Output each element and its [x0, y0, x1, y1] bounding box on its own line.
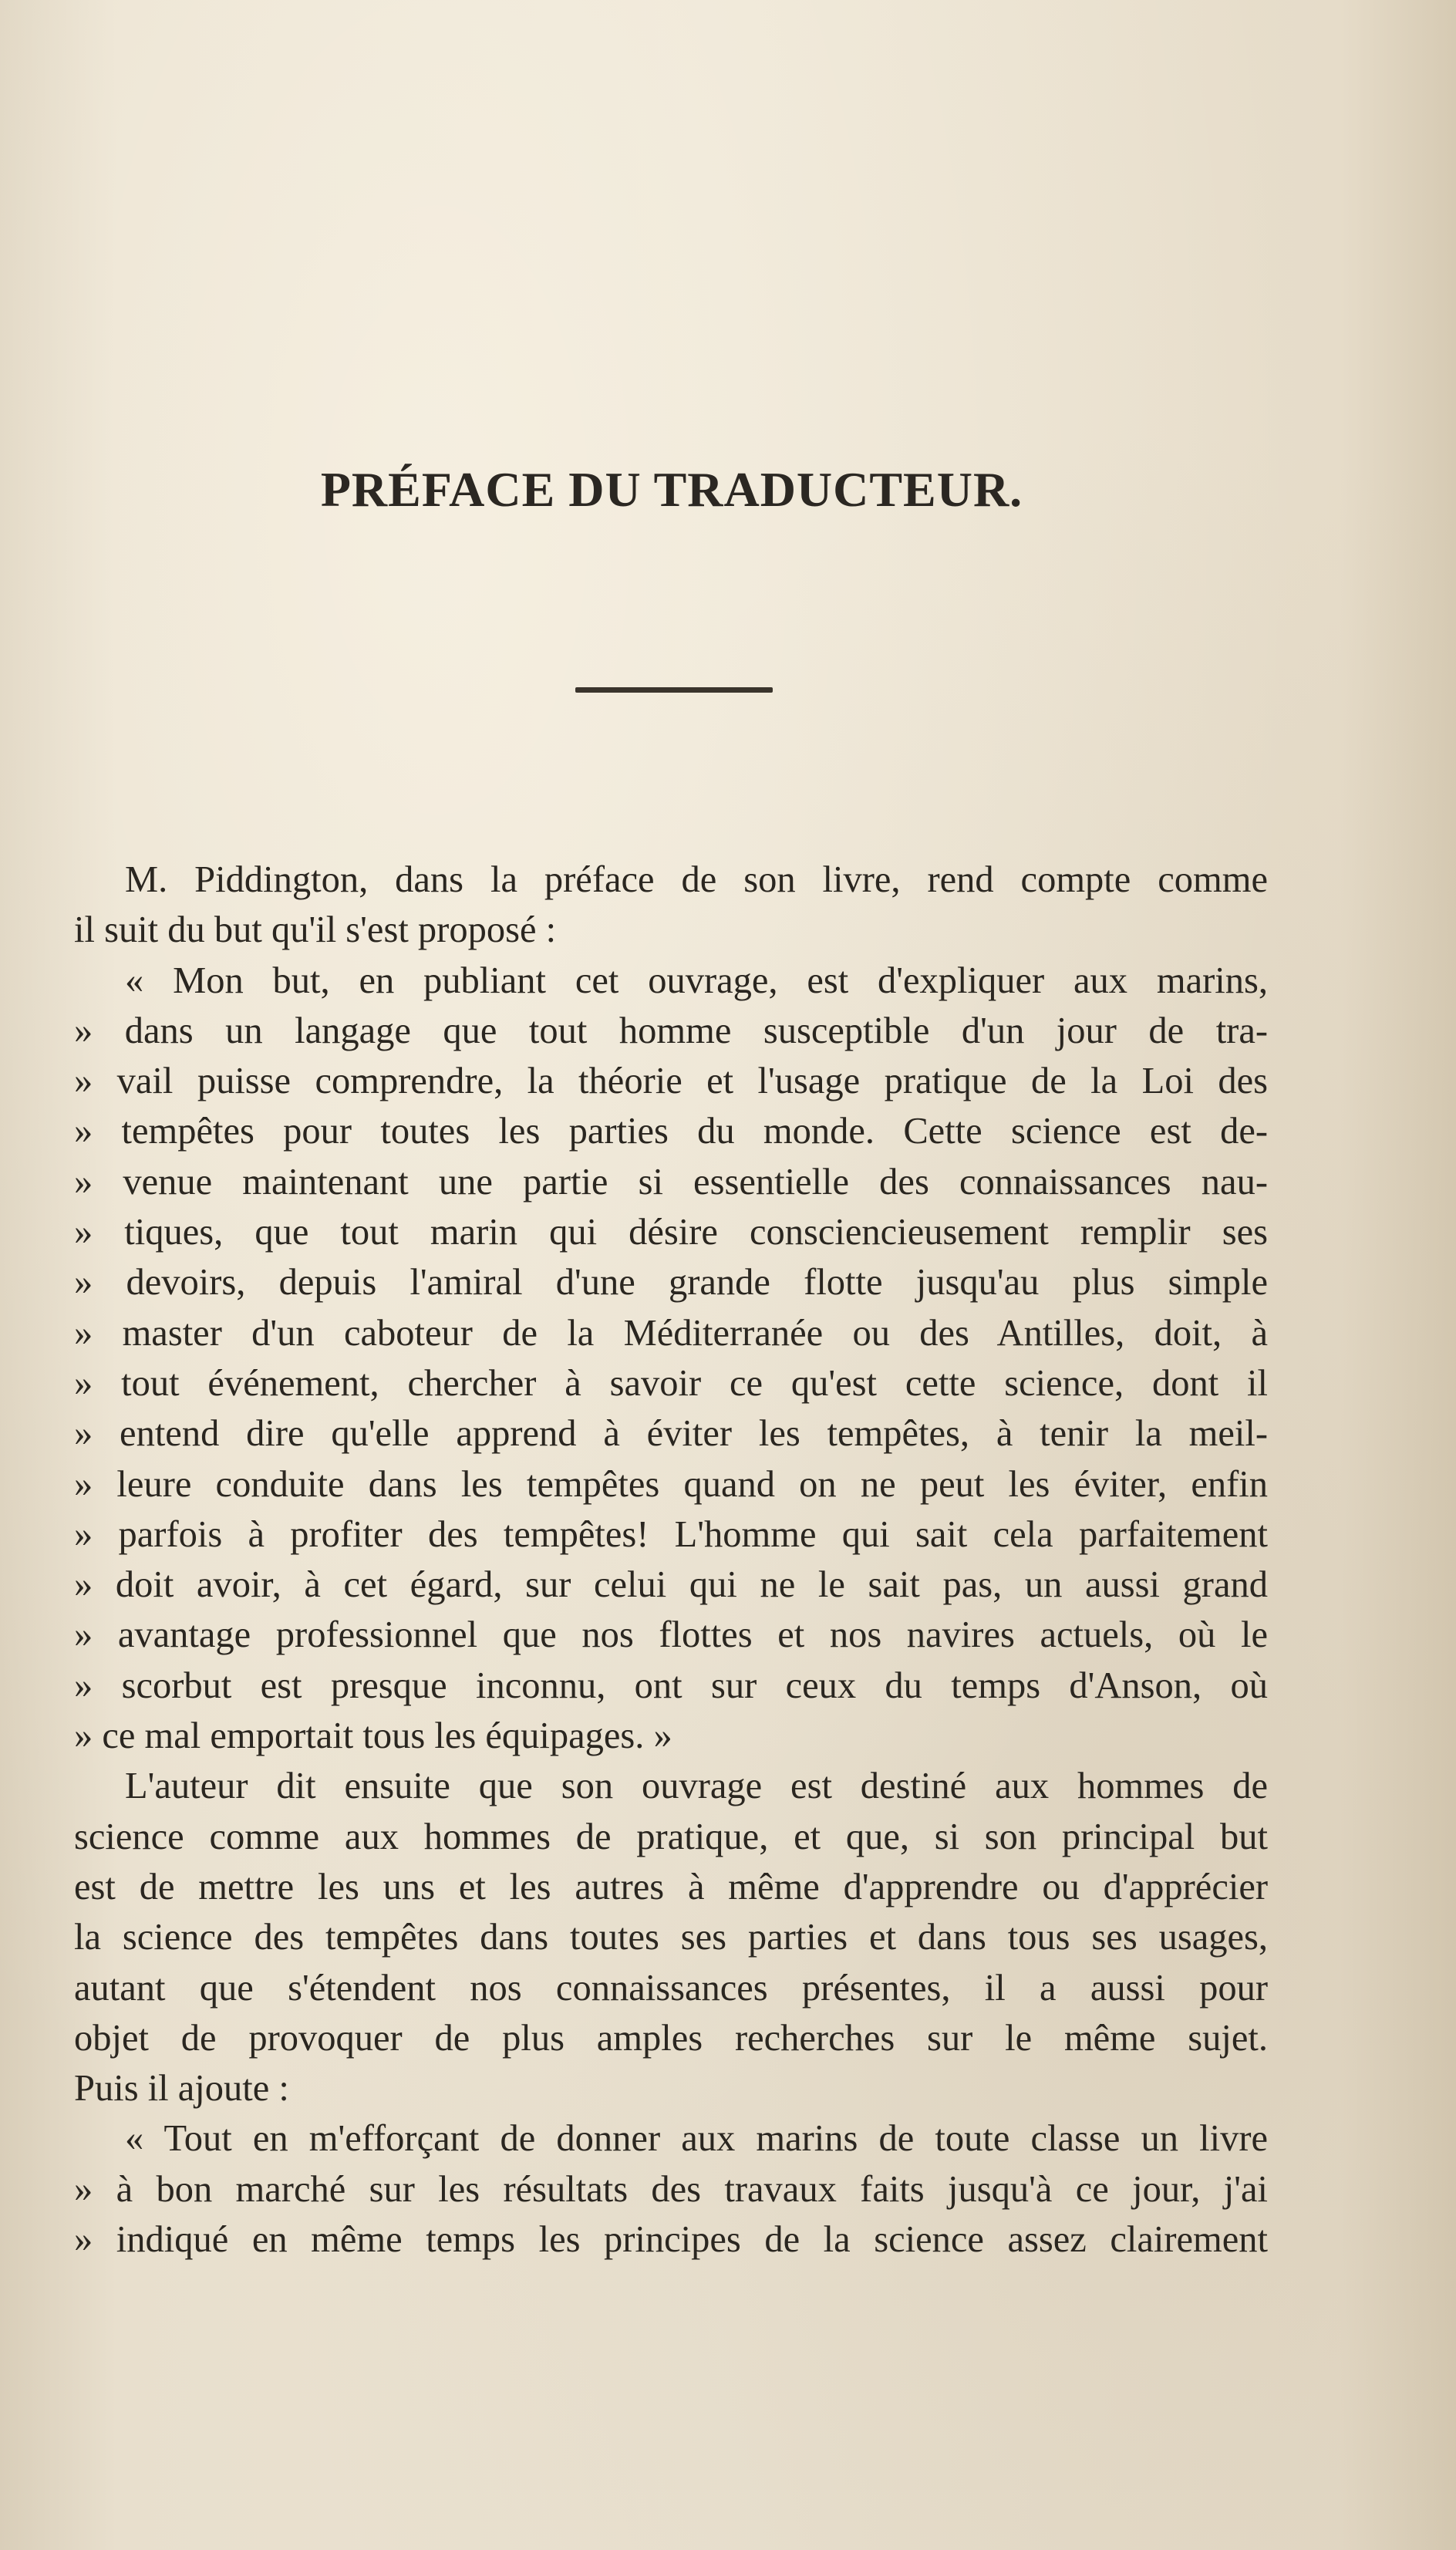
- text-line: » à bon marché sur les résultats des travaux faits jusqu'à ce jour, j'ai: [74, 2168, 1268, 2210]
- text-line: « Tout en m'efforçant de donner aux marins de toute classe un livre: [125, 2118, 1268, 2160]
- text-line: » dans un langage que tout homme susceptible d'un jour de tra-: [74, 1010, 1268, 1051]
- text-line: L'auteur dit ensuite que son ouvrage est destiné aux hommes de: [125, 1766, 1268, 1807]
- text-line: » indiqué en même temps les principes de la science assez clairement: [74, 2219, 1268, 2261]
- body-text: [74, 855, 1268, 2265]
- text-line: » doit avoir, à cet égard, sur celui qui ne le sait pas, un aussi grand: [74, 1564, 1268, 1606]
- text-line: » tout événement, chercher à savoir ce qu'est cette science, dont il: [74, 1362, 1268, 1404]
- title-divider-rule: [575, 687, 773, 693]
- page-title: PRÉFACE DU TRADUCTEUR.: [320, 462, 1023, 517]
- text-line: » parfois à profiter des tempêtes! L'homme qui sait cela parfaitement: [74, 1513, 1268, 1555]
- text-line: » tempêtes pour toutes les parties du monde. Cette science est de-: [74, 1111, 1268, 1152]
- text-line: » leure conduite dans les tempêtes quand on ne peut les éviter, enfin: [74, 1463, 1268, 1505]
- text-line: » devoirs, depuis l'amiral d'une grande flotte jusqu'au plus simple: [74, 1262, 1268, 1304]
- text-line: « Mon but, en publiant cet ouvrage, est d'expliquer aux marins,: [125, 960, 1268, 1001]
- text-line: » scorbut est presque inconnu, ont sur ceux du temps d'Anson, où: [74, 1665, 1268, 1706]
- text-line: » avantage professionnel que nos flottes et nos navires actuels, où le: [74, 1614, 1268, 1656]
- text-line: la science des tempêtes dans toutes ses parties et dans tous ses usages,: [74, 1917, 1268, 1958]
- text-line: Puis il ajoute :: [74, 2068, 289, 2110]
- text-line: » venue maintenant une partie si essentielle des connaissances nau-: [74, 1161, 1268, 1202]
- text-line: objet de provoquer de plus amples recherches sur le même sujet.: [74, 2017, 1268, 2059]
- text-line: » master d'un caboteur de la Méditerranée ou des Antilles, doit, à: [74, 1312, 1268, 1354]
- text-line: science comme aux hommes de pratique, et que, si son principal but: [74, 1816, 1268, 1857]
- text-line: » ce mal emportait tous les équipages. »: [74, 1715, 672, 1757]
- text-line: est de mettre les uns et les autres à même d'apprendre ou d'apprécier: [74, 1866, 1268, 1907]
- text-line: M. Piddington, dans la préface de son livre, rend compte comme: [125, 859, 1268, 900]
- text-line: » entend dire qu'elle apprend à éviter les tempêtes, à tenir la meil-: [74, 1413, 1268, 1455]
- text-line: » vail puisse comprendre, la théorie et l'usage pratique de la Loi des: [74, 1061, 1268, 1102]
- text-line: autant que s'étendent nos connaissances présentes, il a aussi pour: [74, 1967, 1268, 2009]
- text-line: » tiques, que tout marin qui désire consciencieusement remplir ses: [74, 1212, 1268, 1253]
- text-line: il suit du but qu'il s'est proposé :: [74, 909, 557, 951]
